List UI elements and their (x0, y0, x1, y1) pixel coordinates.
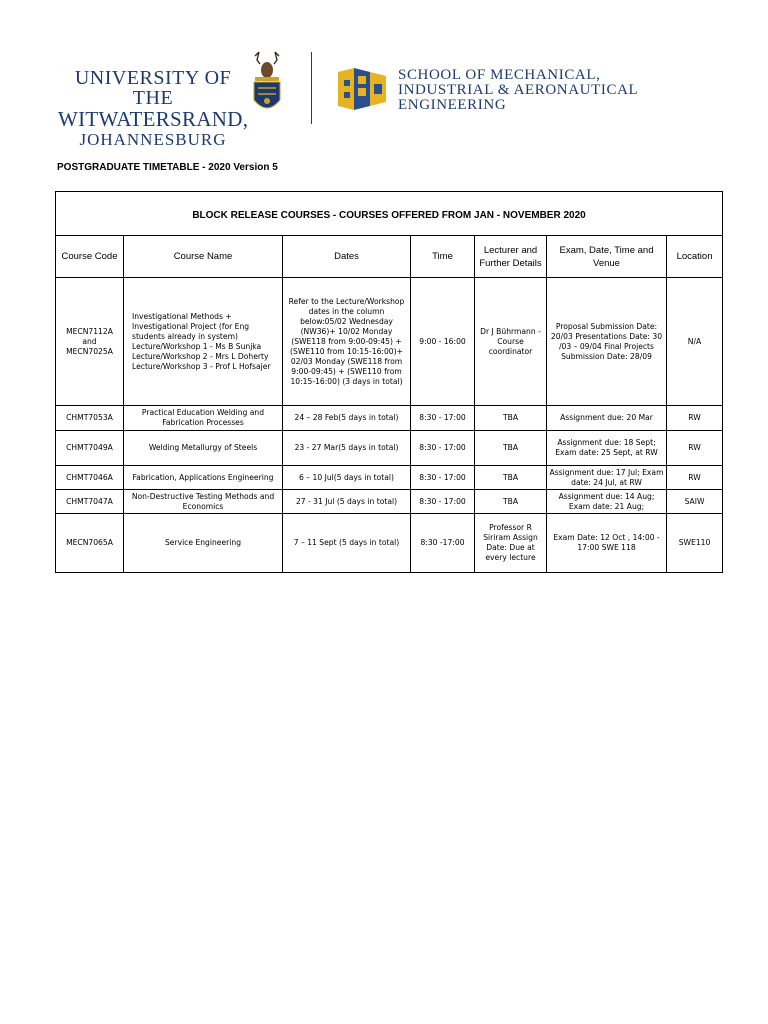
column-header-course-name: Course Name (124, 236, 283, 278)
header-divider (311, 52, 312, 124)
cell-dates: 24 – 28 Feb(5 days in total) (283, 406, 411, 431)
cell-dates: 7 – 11 Sept (5 days in total) (283, 514, 411, 573)
cell-time: 8:30 - 17:00 (411, 431, 475, 466)
table-row (56, 406, 723, 431)
cell-exam: Assignment due: 20 Mar (547, 406, 667, 431)
school-name-line3: ENGINEERING (398, 97, 507, 113)
school-name-line2: INDUSTRIAL & AERONAUTICAL (398, 82, 639, 98)
cell-course-code: CHMT7053A (56, 406, 124, 431)
cell-course-name: Fabrication, Applications Engineering (124, 466, 283, 490)
table-row (56, 278, 723, 406)
cell-time: 9:00 - 16:00 (411, 278, 475, 406)
cell-lecturer: Dr J Bührmann - Course coordinator (475, 278, 547, 406)
column-header-lecturer: Lecturer and Further Details (475, 236, 547, 278)
cell-exam: Proposal Submission Date: 20/03 Presentations Date: 30 /03 – 09/04 Final Projects Submission Date: 28/09 (547, 278, 667, 406)
cell-time: 8:30 - 17:00 (411, 490, 475, 514)
table-row (56, 514, 723, 573)
cell-lecturer: Professor R Siriram Assign Date: Due at every lecture (475, 514, 547, 573)
cell-course-code: CHMT7049A (56, 431, 124, 466)
cell-location: N/A (667, 278, 723, 406)
cell-exam: Assignment due: 14 Aug; Exam date: 21 Aug; (547, 490, 667, 514)
cell-time: 8:30 -17:00 (411, 514, 475, 573)
cell-time: 8:30 - 17:00 (411, 406, 475, 431)
table-row (56, 490, 723, 514)
table-header-row (56, 236, 723, 278)
block-title: BLOCK RELEASE COURSES - COURSES OFFERED FROM JAN - NOVEMBER 2020 (56, 192, 723, 236)
column-header-dates: Dates (283, 236, 411, 278)
university-wordmark (58, 68, 248, 148)
cell-dates: Refer to the Lecture/Workshop dates in the column below:05/02 Wednesday (NW36)+ 10/02 Monday (SWE118 from 9:00-09:45) + (SWE110 from 10:15-16:00)+ 02/03 Monday (SWE118 from 9:00-09:45) + (SWE110 from 10:15-16:00) (3 days in total) (283, 278, 411, 406)
cell-dates: 23 - 27 Mar(5 days in total) (283, 431, 411, 466)
cell-course-name: Welding Metallurgy of Steels (124, 431, 283, 466)
cell-exam: Assignment due: 17 Jul; Exam date: 24 Jul, at RW (547, 466, 667, 490)
school-name-line1: SCHOOL OF MECHANICAL, (398, 67, 601, 83)
page-header (0, 0, 768, 149)
university-name-line3: JOHANNESBURG (79, 130, 227, 149)
cell-location: RW (667, 431, 723, 466)
column-header-exam: Exam, Date, Time and Venue (547, 236, 667, 278)
cell-lecturer: TBA (475, 490, 547, 514)
university-name-line1: UNIVERSITY OF THE (74, 67, 232, 109)
column-header-location: Location (667, 236, 723, 278)
timetable (55, 191, 723, 573)
cell-location: SWE110 (667, 514, 723, 573)
cell-course-code: MECN7112A and MECN7025A (56, 278, 124, 406)
cell-course-name: Service Engineering (124, 514, 283, 573)
cell-course-name: Practical Education Welding and Fabrication Processes (124, 406, 283, 431)
cell-exam: Assignment due: 18 Sept; Exam date: 25 Sept, at RW (547, 431, 667, 466)
cell-course-name: Investigational Methods + Investigational Project (for Eng students already in system) Lecture/Workshop 1 - Ms B Sunjka Lecture/Workshop 2 - Mrs L Doherty Lecture/Workshop 3 - Prof L Hofsajer (124, 278, 283, 406)
cell-dates: 27 - 31 Jul (5 days in total) (283, 490, 411, 514)
cell-location: SAIW (667, 490, 723, 514)
university-crest-logo (247, 50, 287, 120)
cell-lecturer: TBA (475, 431, 547, 466)
cell-location: RW (667, 406, 723, 431)
cell-course-code: MECN7065A (56, 514, 124, 573)
cell-exam: Exam Date: 12 Oct , 14:00 - 17:00 SWE 118 (547, 514, 667, 573)
cell-dates: 6 – 10 Jul(5 days in total) (283, 466, 411, 490)
column-header-time: Time (411, 236, 475, 278)
school-wordmark (398, 68, 658, 113)
cell-time: 8:30 - 17:00 (411, 466, 475, 490)
table-row (56, 466, 723, 490)
cell-location: RW (667, 466, 723, 490)
cell-course-code: CHMT7046A (56, 466, 124, 490)
cell-lecturer: TBA (475, 406, 547, 431)
cell-lecturer: TBA (475, 466, 547, 490)
table-row (56, 431, 723, 466)
column-header-course-code: Course Code (56, 236, 124, 278)
school-logo (336, 66, 388, 112)
cell-course-code: CHMT7047A (56, 490, 124, 514)
cell-course-name: Non-Destructive Testing Methods and Economics (124, 490, 283, 514)
university-name-line2: WITWATERSRAND, (58, 107, 249, 131)
document-title: POSTGRADUATE TIMETABLE - 2020 Version 5 (57, 162, 278, 173)
